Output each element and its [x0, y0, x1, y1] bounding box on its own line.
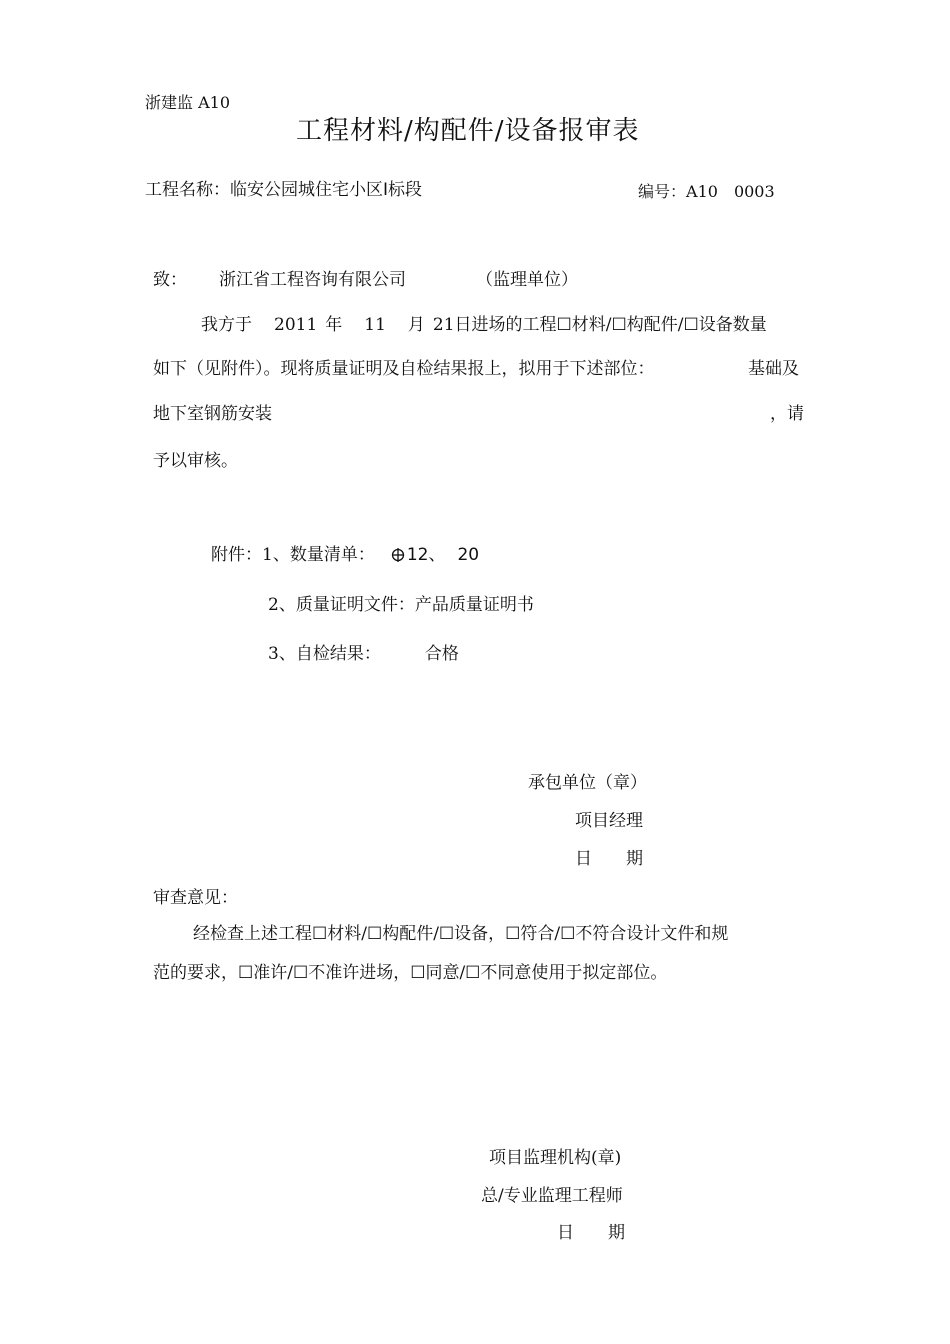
- attachment-1-value-2: 20: [457, 545, 480, 565]
- contractor-unit: 承包单位（章）: [528, 773, 647, 793]
- body-line-4: 予以审核。: [153, 451, 238, 471]
- year-label: 年: [325, 315, 343, 335]
- project-name-value: 临安公园城住宅小区Ⅰ标段: [230, 180, 423, 200]
- contractor-date-label: 日 期: [575, 849, 643, 869]
- document-number-prefix: A10: [686, 182, 718, 201]
- entry-year: 2011: [274, 315, 318, 335]
- project-manager-label: 项目经理: [575, 811, 643, 831]
- project-name-label: 工程名称：: [145, 180, 230, 200]
- document-number-label: 编号：: [638, 182, 687, 201]
- addressee-row: [153, 265, 578, 290]
- attachment-1-value: 12、: [406, 545, 446, 565]
- attachment-2-label: 2、质量证明文件：: [268, 595, 415, 615]
- body-line-1-rest: 日进场的工程☐材料/☐构配件/☐设备数量: [454, 315, 767, 335]
- document-number-value: 0003: [733, 182, 775, 201]
- form-code: 浙建监 A10: [145, 93, 231, 112]
- rebar-symbol-icon: [391, 547, 405, 561]
- location-part-2: 地下室钢筋安装: [153, 404, 272, 424]
- body-line-3-end: ，请: [770, 404, 804, 424]
- body-line-2: 如下（见附件）。现将质量证明及自检结果报上，拟用于下述部位：: [153, 359, 655, 379]
- review-text-line-2: 范的要求，☐准许/☐不准许进场，☐同意/☐不同意使用于拟定部位。: [153, 963, 668, 983]
- supervision-org: 项目监理机构(章): [489, 1148, 622, 1168]
- supervisor-date-label: 日 期: [557, 1223, 625, 1243]
- body-intro: 我方于: [201, 315, 252, 335]
- project-name-row: [145, 175, 422, 200]
- attachment-1-row: [211, 540, 479, 565]
- month-label: 月: [407, 315, 425, 335]
- to-value: 浙江省工程咨询有限公司: [219, 270, 406, 290]
- entry-day: 21: [432, 315, 455, 335]
- body-line-1: [201, 310, 767, 335]
- attachment-3-value: 合格: [424, 644, 459, 664]
- page-title: 工程材料/构配件/设备报审表: [296, 116, 640, 146]
- entry-month: 11: [364, 315, 386, 335]
- attachment-1-label: 1、数量清单：: [262, 545, 375, 565]
- review-text-line-1: 经检查上述工程☐材料/☐构配件/☐设备，☐符合/☐不符合设计文件和规: [193, 924, 729, 944]
- attachment-2-row: [268, 590, 534, 615]
- document-number-row: [638, 179, 775, 202]
- attachment-3-label: 3、自检结果：: [268, 644, 381, 664]
- to-suffix: （监理单位）: [476, 270, 578, 290]
- attachment-2-value: 产品质量证明书: [414, 595, 534, 615]
- attachment-label: 附件：: [211, 545, 262, 565]
- attachment-3-row: [268, 639, 459, 664]
- review-label: 审查意见：: [153, 888, 238, 908]
- supervising-engineer-label: 总/专业监理工程师: [481, 1186, 623, 1206]
- location-part-1: 基础及: [748, 359, 799, 379]
- to-label: 致：: [153, 270, 187, 290]
